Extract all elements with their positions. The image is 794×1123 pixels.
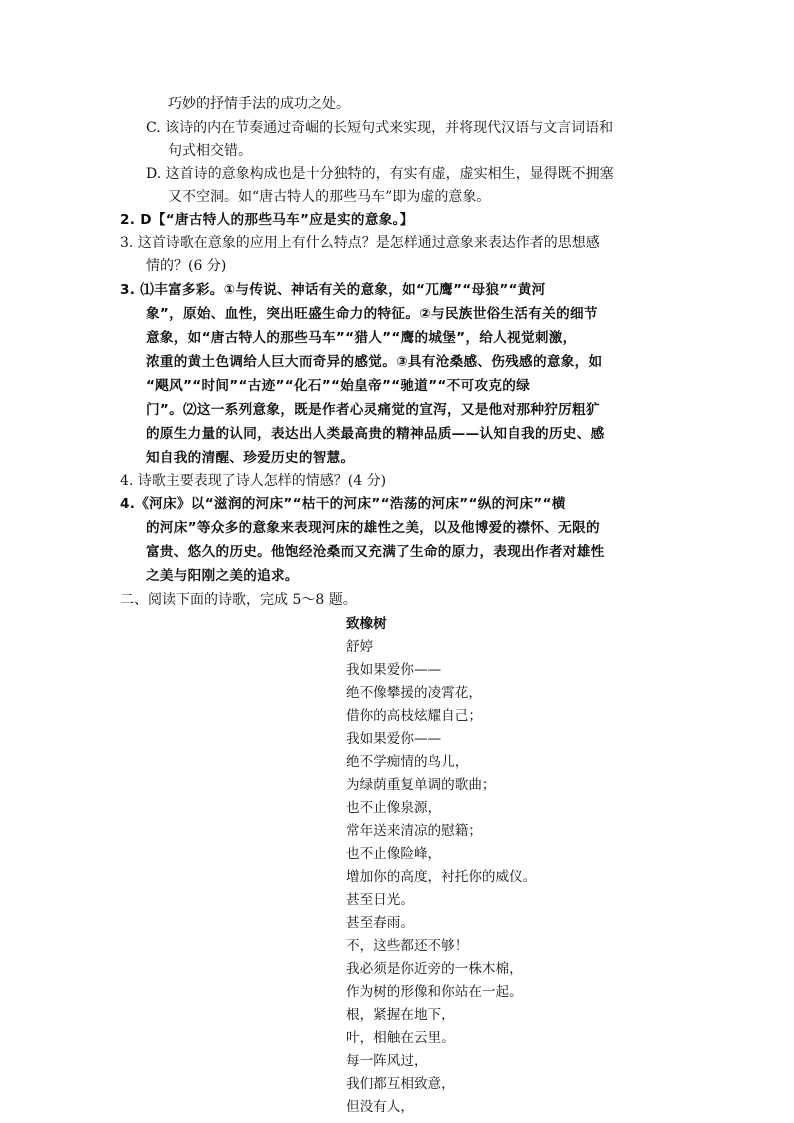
poem-verse: 也不止像险峰， (346, 846, 442, 862)
answer-3-line: 知自我的清醒、珍爱历史的智慧。 (146, 450, 355, 466)
option-d-line: D. 这首诗的意象构成也是十分独特的，有实有虚，虚实相生，显得既不拥塞 (146, 166, 614, 182)
option-c-line: C. 该诗的内在节奏通过奇崛的长短句式来实现，并将现代汉语与文言词语和 (146, 120, 614, 136)
poem-title: 致橡树 (346, 616, 387, 632)
section-heading: 二、阅读下面的诗歌，完成 5～8 题。 (120, 592, 357, 608)
poem-verse: 甚至春雨。 (346, 915, 414, 931)
poem-verse: 绝不像攀援的凌霄花， (346, 685, 482, 701)
poem-verse: 增加你的高度，衬托你的威仪。 (346, 869, 537, 885)
answer-3-line: 的原生力量的认同，表达出人类最高贵的精神品质——认知自我的历史、感 (146, 426, 605, 442)
poem-verse: 甚至日光。 (346, 892, 414, 908)
poem-verse: 我们都互相致意， (346, 1076, 455, 1092)
answer-4-line: 富贵、悠久的历史。他饱经沧桑而又充满了生命的原力，表现出作者对雄性 (146, 544, 605, 560)
poem-verse: 常年送来清凉的慰籍； (346, 823, 482, 839)
poem-verse: 但没有人， (346, 1099, 414, 1115)
answer-4: 4.《河床》以“滋润的河床”“枯干的河床”“浩荡的河床”“纵的河床”“横 (120, 496, 566, 512)
answer-3-line: “飓风”“时间”“古迹”“化石”“始皇帝”“驰道”“不可攻克的绿 (146, 378, 531, 394)
poem-verse: 也不止像泉源， (346, 800, 442, 816)
poem-verse: 作为树的形像和你站在一起。 (346, 984, 523, 1000)
answer-4-line: 的河床”等众多的意象来表现河床的雄性之美，以及他博爱的襟怀、无限的 (146, 520, 600, 536)
answer-3-line: 意象，如“唐古特人的那些马车”“猎人”“鹰的城堡”，给人视觉刺激， (146, 330, 577, 346)
answer-3-line: 浓重的黄土色调给人巨大而奇异的感觉。③具有沧桑感、伤残感的意象，如 (146, 354, 603, 370)
poem-verse: 我如果爱你—— (346, 731, 442, 747)
text-line: 巧妙的抒情手法的成功之处。 (168, 96, 350, 112)
text-line: 句式相交错。 (168, 143, 252, 159)
text-line: 情的？(6 分) (146, 258, 227, 274)
answer-3: 3. ⑴丰富多彩。①与传说、神话有关的意象，如“兀鹰”“母狼”“黄河 (120, 282, 546, 298)
answer-4-line: 之美与阳刚之美的追求。 (146, 568, 299, 584)
question-3: 3. 这首诗歌在意象的应用上有什么特点？是怎样通过意象来表达作者的思想感 (120, 235, 600, 251)
question-4: 4. 诗歌主要表现了诗人怎样的情感？(4 分) (120, 473, 387, 489)
answer-2: 2. D【“唐古特人的那些马车”应是实的意象。】 (120, 212, 414, 228)
poem-verse: 借你的高枝炫耀自己； (346, 708, 482, 724)
answer-3-line: 门”。⑵这一系列意象，既是作者心灵痛觉的宣泻，又是他对那种狞厉粗犷 (146, 402, 600, 418)
poem-verse: 叶，相触在云里。 (346, 1030, 455, 1046)
poem-verse: 绝不学痴情的鸟儿， (346, 754, 469, 770)
poem-verse: 根，紧握在地下， (346, 1007, 455, 1023)
answer-3-line: 象”，原始、血性，突出旺盛生命力的特征。②与民族世俗生活有关的细节 (146, 306, 598, 322)
text-line: 又不空洞。如“唐古特人的那些马车”即为虚的意象。 (168, 189, 491, 205)
poem-verse: 我如果爱你—— (346, 662, 442, 678)
poem-verse: 不，这些都还不够！ (346, 938, 469, 954)
poem-verse: 为绿荫重复单调的歌曲； (346, 777, 496, 793)
poem-verse: 我必须是你近旁的一株木棉， (346, 961, 523, 977)
poem-author: 舒婷 (346, 639, 374, 655)
poem-verse: 每一阵风过， (346, 1053, 428, 1069)
